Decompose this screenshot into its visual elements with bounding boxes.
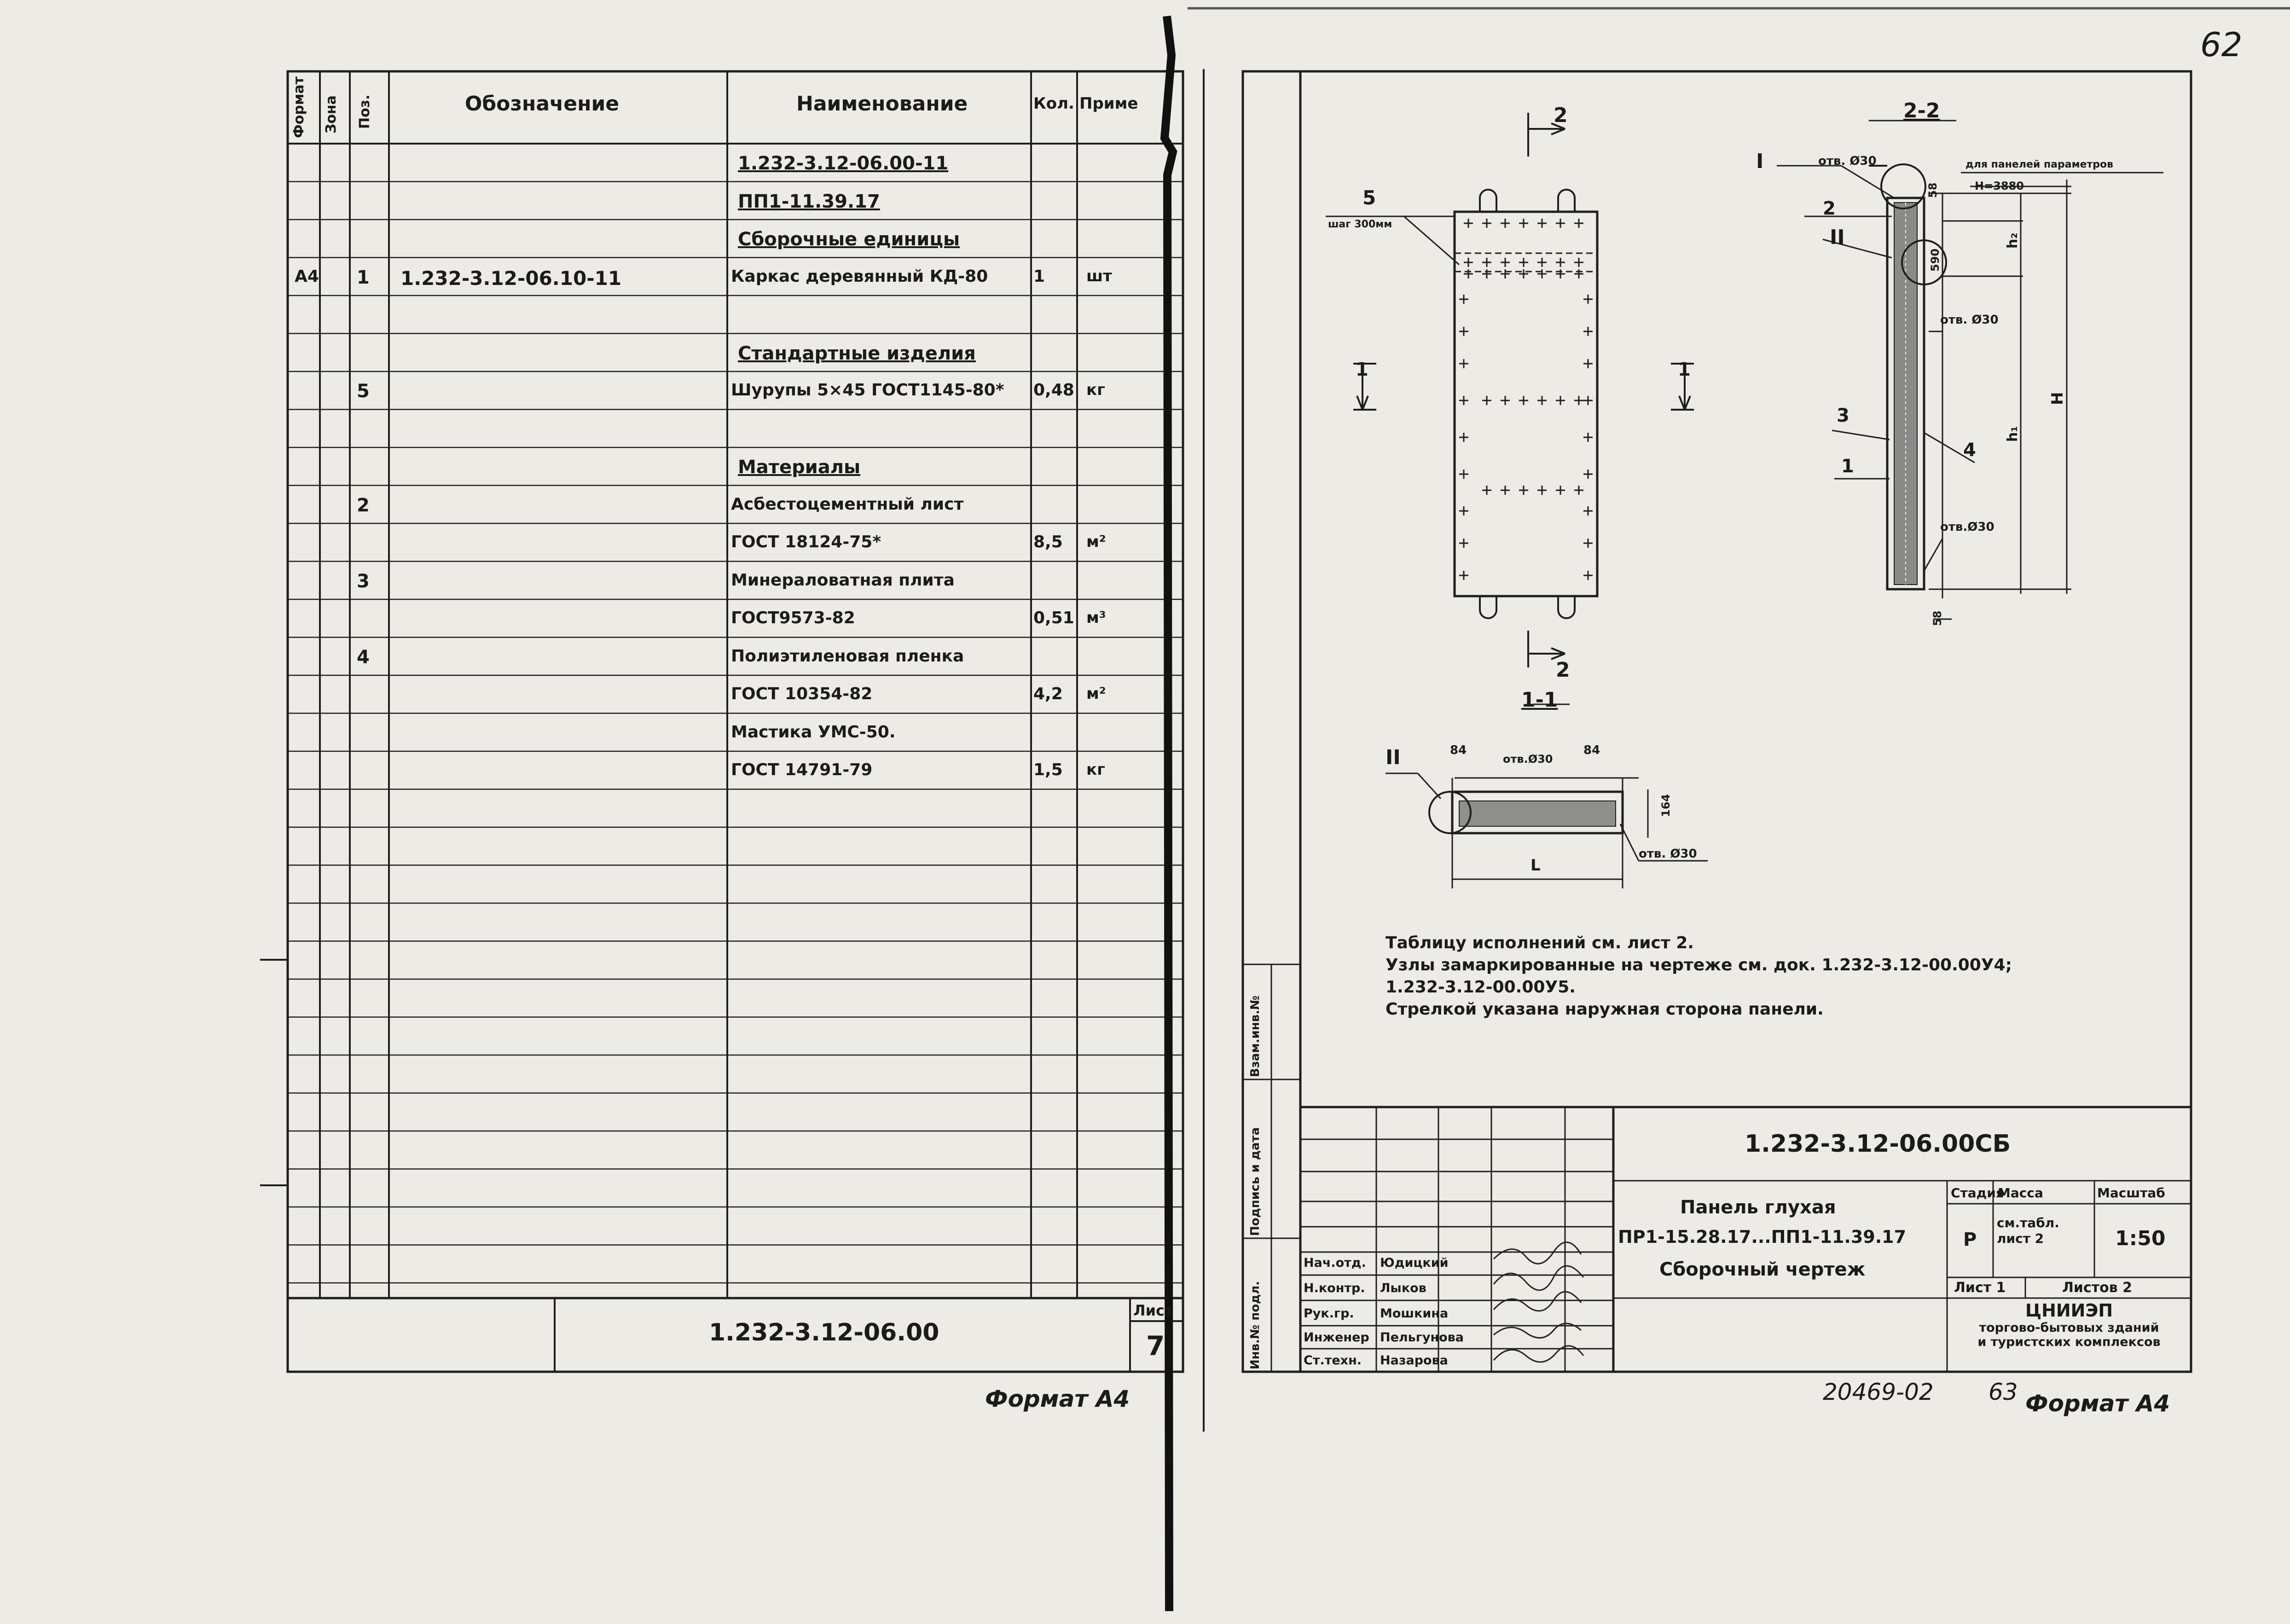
fastener-mark (1519, 258, 1528, 267)
right-format-label: Формат А4 (2025, 1390, 2170, 1417)
spec-cell-name: Стандартные изделия (738, 342, 976, 364)
note-line: 1.232-3.12-00.00У5. (1386, 978, 1576, 997)
spec-cell-name: ГОСТ9573-82 (731, 609, 855, 627)
callout-p4: 4 (1963, 440, 1976, 461)
view-2-2-label: 2-2 (1903, 99, 1940, 122)
fastener-mark (1583, 327, 1593, 336)
spec-cell-note: кг (1086, 760, 1105, 779)
section-2-2 (1777, 121, 2163, 619)
spec-cell-name: 1.232-3.12-06.00-11 (738, 153, 949, 174)
spec-cell-note: шт (1086, 267, 1112, 285)
spec-cell-note: м² (1086, 684, 1106, 703)
fastener-mark (1574, 396, 1583, 405)
person-name: Назарова (1380, 1353, 1448, 1368)
header-format: Формат (291, 76, 307, 138)
callout-p1: 1 (1841, 456, 1854, 477)
organization (1949, 1300, 2189, 1349)
fastener-mark (1501, 219, 1510, 228)
fastener-mark (1501, 396, 1510, 405)
section-2-top: 2 (1554, 104, 1568, 127)
fastener-mark (1583, 571, 1593, 580)
callout-I: I (1756, 150, 1764, 173)
fastener-mark (1519, 219, 1528, 228)
fastener-mark (1464, 219, 1473, 228)
spec-cell-name: Материалы (738, 457, 861, 478)
fastener-mark (1459, 327, 1468, 336)
title-line-3: Сборочный чертеж (1659, 1259, 1866, 1280)
dim-h1: h₁ (2005, 426, 2021, 442)
stage-label: Стадия (1951, 1185, 2004, 1201)
spec-cell-qty: 1,5 (1033, 760, 1063, 779)
scale-value: 1:50 (2115, 1227, 2166, 1250)
section-1-right: 1 (1678, 359, 1691, 380)
dim-84-right: 84 (1583, 743, 1600, 757)
spec-cell-qty: 4,2 (1033, 684, 1063, 703)
spec-cell-name: Минераловатная плита (731, 570, 955, 590)
fastener-mark (1519, 396, 1528, 405)
dim-58-bot: 58 (1931, 610, 1944, 626)
title-line-1: Панель глухая (1680, 1197, 1836, 1218)
bottom-page: 63 (1989, 1379, 2018, 1405)
title-line-2: ПР1-15.28.17...ПП1-11.39.17 (1618, 1227, 1907, 1247)
fastener-mark (1556, 269, 1565, 278)
fastener-mark (1556, 486, 1565, 495)
spec-cell-pos: 5 (357, 381, 370, 402)
spec-cell-qty: 0,51 (1033, 609, 1074, 627)
fastener-mark (1537, 269, 1547, 278)
mass-label: Масса (1998, 1185, 2043, 1201)
section-1-left: 1 (1356, 359, 1368, 380)
fastener-mark (1459, 433, 1468, 442)
fastener-mark (1537, 219, 1547, 228)
spec-cell-name: ГОСТ 18124-75* (731, 533, 881, 551)
fastener-mark (1583, 396, 1593, 405)
person-role: Н.контр. (1304, 1281, 1365, 1295)
fastener-mark (1459, 295, 1468, 304)
header-note: Приме (1079, 94, 1138, 113)
signature-marks (1494, 1242, 1583, 1362)
person-name: Пельгунова (1380, 1330, 1464, 1345)
spec-cell-qty: 0,48 (1033, 381, 1074, 400)
spec-cell-name: ПП1-11.39.17 (738, 191, 880, 212)
fastener-mark (1574, 258, 1583, 267)
doc-code: 1.232-3.12-06.00СБ (1745, 1130, 2011, 1158)
fastener-mark (1482, 219, 1491, 228)
fastener-mark (1556, 219, 1565, 228)
spec-cell-qty: 1 (1033, 267, 1045, 286)
fastener-mark (1583, 470, 1593, 479)
person-role: Ст.техн. (1304, 1353, 1362, 1368)
spec-cell-note: кг (1086, 381, 1105, 399)
fastener-mark (1583, 433, 1593, 442)
dim-hole-sec: отв.Ø30 (1503, 753, 1553, 766)
sheet-no: Лист 1 (1954, 1280, 2006, 1296)
fastener-mark (1519, 269, 1528, 278)
header-name: Наименование (796, 92, 968, 116)
stamp-inv: Инв.№ подл. (1248, 1281, 1262, 1369)
spec-cell-qty: 8,5 (1033, 533, 1063, 551)
fastener-mark (1583, 359, 1593, 368)
org-line: торгово-бытовых зданий (1979, 1321, 2159, 1335)
note-line: Узлы замаркированные на чертеже см. док. 1.232-3.12-00.00У4; (1386, 956, 2012, 974)
fastener-mark (1537, 396, 1547, 405)
stamp-sign-date: Подпись и дата (1248, 1127, 1262, 1236)
fastener-mark (1464, 269, 1473, 278)
org-line: и туристских комплексов (1977, 1335, 2161, 1349)
param-note: для панелей параметров (1965, 159, 2114, 170)
spec-cell-format: А4 (295, 267, 319, 286)
fastener-mark (1556, 396, 1565, 405)
fastener-mark (1482, 258, 1491, 267)
dim-58-top: 58 (1926, 182, 1939, 198)
fastener-mark (1583, 295, 1593, 304)
note-line: Стрелкой указана наружная сторона панели. (1386, 1000, 1824, 1019)
scale-label: Масштаб (2097, 1185, 2165, 1201)
panel-elevation (1326, 113, 1694, 667)
fastener-mark (1459, 470, 1468, 479)
header-qty: Кол. (1033, 94, 1074, 113)
person-name: Лыков (1380, 1281, 1426, 1295)
note-line: Таблицу исполнений см. лист 2. (1386, 934, 1694, 952)
right-sheet-frame (1243, 71, 2191, 1372)
dim-hole-top: отв. Ø30 (1818, 154, 1877, 168)
callout-p3: 3 (1837, 405, 1849, 426)
spec-cell-pos: 2 (357, 494, 370, 516)
sheet-label: Лист (1133, 1302, 1173, 1319)
header-zone: Зона (323, 95, 339, 133)
callout-II: II (1830, 226, 1845, 249)
dim-h2: h₂ (2005, 232, 2021, 249)
spec-cell-note: м² (1086, 533, 1106, 551)
spec-cell-note: м³ (1086, 609, 1106, 627)
callout-5: 5 (1362, 186, 1376, 209)
spec-cell-name: ГОСТ 14791-79 (731, 760, 873, 779)
person-role: Рук.гр. (1304, 1306, 1354, 1321)
param-value: H=3880 (1975, 180, 2024, 192)
fastener-mark (1574, 269, 1583, 278)
fastener-mark (1459, 506, 1468, 516)
spec-cell-name: ГОСТ 10354-82 (731, 684, 873, 703)
stamp-replace: Взам.инв.№ (1248, 995, 1262, 1077)
spec-cell-name: Шурупы 5×45 ГОСТ1145-80* (731, 381, 1004, 400)
sheets-total: Листов 2 (2062, 1280, 2133, 1296)
stage-value: Р (1963, 1229, 1977, 1250)
dim-hole-mid: отв. Ø30 (1940, 313, 1999, 327)
fastener-mark (1482, 269, 1491, 278)
org-line: ЦНИИЭП (2025, 1300, 2113, 1321)
fastener-mark (1459, 396, 1468, 405)
person-role: Нач.отд. (1304, 1256, 1366, 1270)
spec-cell-pos: 4 (357, 646, 370, 668)
dim-hole-bot: отв.Ø30 (1940, 520, 1994, 534)
dim-164: 164 (1659, 794, 1672, 817)
left-format-label: Формат А4 (985, 1386, 1130, 1412)
person-name: Юдицкий (1380, 1256, 1449, 1270)
callout-II-lower: II (1386, 746, 1401, 769)
fastener-mark (1482, 486, 1491, 495)
fastener-mark (1574, 486, 1583, 495)
bottom-number: 20469-02 (1823, 1379, 1934, 1405)
spec-cell-name: Каркас деревянный КД-80 (731, 267, 988, 286)
mass-value: см.табл. лист 2 (1997, 1215, 2059, 1246)
drawing-notes (1386, 932, 2012, 1021)
dim-hole-sec2: отв. Ø30 (1639, 847, 1697, 861)
callout-step: шаг 300мм (1328, 219, 1392, 230)
fastener-mark (1583, 506, 1593, 516)
dim-L: L (1531, 856, 1541, 875)
fastener-mark (1464, 258, 1473, 267)
header-pos: Поз. (357, 94, 373, 129)
fastener-mark (1459, 571, 1468, 580)
fastener-mark (1501, 258, 1510, 267)
fastener-mark (1459, 359, 1468, 368)
left-footer-code: 1.232-3.12-06.00 (709, 1319, 939, 1346)
header-designation: Обозначение (465, 92, 620, 116)
corner-note: 62 (2200, 25, 2243, 64)
callout-p2: 2 (1823, 198, 1836, 219)
fastener-mark (1501, 269, 1510, 278)
spec-cell-name: Асбестоцементный лист (731, 494, 964, 514)
person-role: Инженер (1304, 1330, 1369, 1345)
fastener-mark (1537, 258, 1547, 267)
spec-cell-name: Полиэтиленовая пленка (731, 646, 964, 666)
fastener-mark (1519, 486, 1528, 495)
fastener-mark (1556, 258, 1565, 267)
fastener-mark (1574, 219, 1583, 228)
fastener-mark (1537, 486, 1547, 495)
spec-cell-designation: 1.232-3.12-06.10-11 (400, 267, 622, 290)
view-1-1-label: 1-1 (1521, 688, 1558, 712)
spec-cell-name: Мастика УМС-50. (731, 722, 896, 742)
spec-cell-pos: 1 (357, 267, 370, 288)
fastener-mark (1583, 539, 1593, 548)
section-2-bottom: 2 (1556, 658, 1570, 682)
dim-590: 590 (1929, 248, 1942, 272)
dim-84-left: 84 (1450, 743, 1467, 757)
person-name: Мошкина (1380, 1306, 1449, 1321)
fastener-mark (1501, 486, 1510, 495)
spec-cell-pos: 3 (357, 570, 370, 592)
fastener-mark (1459, 539, 1468, 548)
spec-cell-name: Сборочные единицы (738, 229, 960, 250)
fastener-mark (1482, 396, 1491, 405)
sheet-number: 7 (1146, 1330, 1165, 1362)
dim-H: H (2048, 392, 2067, 405)
